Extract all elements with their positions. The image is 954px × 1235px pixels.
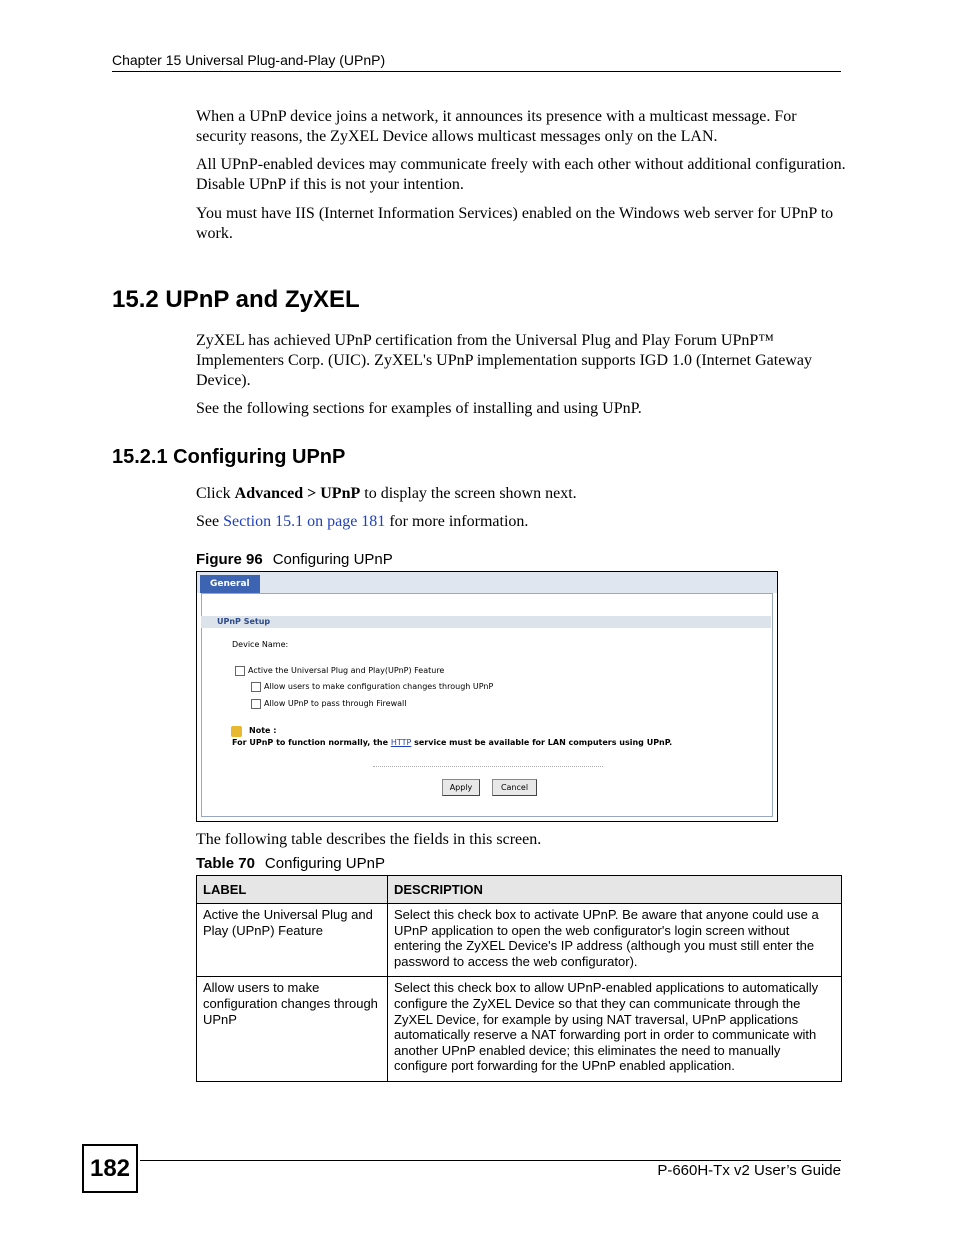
click-instruction: [196, 484, 846, 504]
subsection-heading: 15.2.1 Configuring UPnP: [112, 446, 346, 468]
table-header-row: [197, 876, 842, 904]
allow-firewall-checkbox[interactable]: [251, 699, 261, 709]
note-text-end: service must be available for LAN computers using UPnP.: [411, 738, 673, 747]
http-link[interactable]: HTTP: [390, 738, 412, 747]
active-upnp-label: Active the Universal Plug and Play(UPnP) Feature: [248, 666, 445, 675]
intro-paragraph-1: When a UPnP device joins a network, it announces its presence with a multicast message. For security reasons, the ZyXEL Device allows multicast messages only on the LAN.: [196, 108, 797, 145]
guide-title: P-660H-Tx v2 User’s Guide: [657, 1162, 841, 1179]
row-label: Active the Universal Plug and Play (UPnP) Feature: [197, 904, 388, 977]
section-paragraph-2: See the following sections for examples of installing and using UPnP.: [196, 400, 642, 417]
row-description: Select this check box to allow UPnP-enabled applications to automatically configure the ZyXEL Device so that they can communicate through the ZyXEL Device, for example by using NAT traversal, UPnP applications automatically reserve a NAT forwarding port in order to communicate with another UPnP enabled device; this eliminates the need to manually configure port forwarding for the UPnP enabled application.: [388, 977, 842, 1082]
cancel-button[interactable]: Cancel: [492, 779, 537, 796]
section-heading: 15.2 UPnP and ZyXEL: [112, 286, 360, 313]
figure-caption: [196, 551, 393, 568]
see-reference: [196, 512, 846, 532]
see-text-end: for more information.: [385, 513, 529, 530]
click-text-end: to display the screen shown next.: [360, 485, 577, 502]
allow-config-label: Allow users to make configuration changes through UPnP: [264, 682, 494, 691]
click-text: Click: [196, 485, 235, 502]
table-row: [197, 904, 842, 977]
figure-title: Configuring UPnP: [272, 551, 393, 568]
table-title: Configuring UPnP: [264, 855, 385, 872]
page-number: 182: [82, 1144, 138, 1193]
table-label: Table 70: [196, 855, 255, 872]
device-name-label: Device Name:: [232, 640, 289, 649]
footer-rule: [140, 1160, 841, 1161]
see-text: See: [196, 513, 224, 530]
field-description-table: [196, 875, 842, 1082]
allow-firewall-label: Allow UPnP to pass through Firewall: [264, 699, 407, 708]
divider: [373, 766, 603, 767]
section-paragraph-1: ZyXEL has achieved UPnP certification from the Universal Plug and Play Forum UPnP™ Implementers Corp. (UIC). ZyXEL's UPnP implementation supports IGD 1.0 (Internet Gateway Device).: [196, 332, 812, 389]
allow-config-checkbox[interactable]: [251, 682, 261, 692]
apply-button[interactable]: Apply: [442, 779, 480, 796]
figure-label: Figure 96: [196, 551, 263, 568]
note-text: [232, 738, 672, 747]
section-link[interactable]: Section 15.1 on page 181: [223, 513, 386, 530]
table-caption: [196, 855, 385, 872]
running-header: Chapter 15 Universal Plug-and-Play (UPnP): [112, 52, 386, 68]
upnp-screenshot: [196, 571, 778, 822]
note-label: Note :: [249, 726, 277, 735]
upnp-setup-title: UPnP Setup: [201, 616, 771, 628]
tab-bar: [197, 572, 777, 593]
row-description: Select this check box to activate UPnP. Be aware that anyone could use a UPnP application to open the web configurator's login screen without entering the ZyXEL Device's IP address (although you must still enter the password to access the web configurator).: [388, 904, 842, 977]
description-column-header: DESCRIPTION: [388, 876, 842, 904]
row-label: Allow users to make configuration changes through UPnP: [197, 977, 388, 1082]
table-row: [197, 977, 842, 1082]
header-rule: [112, 71, 841, 72]
tab-general[interactable]: General: [200, 575, 260, 593]
menu-path: Advanced > UPnP: [234, 485, 361, 502]
label-column-header: LABEL: [197, 876, 388, 904]
active-upnp-checkbox[interactable]: [235, 666, 245, 676]
intro-paragraph-3: You must have IIS (Internet Information Services) enabled on the Windows web server for UPnP to work.: [196, 205, 834, 242]
intro-paragraph-2: All UPnP-enabled devices may communicate freely with each other without additional configuration. Disable UPnP if this is not your intention.: [196, 156, 846, 193]
note-text-start: For UPnP to function normally, the: [232, 738, 391, 747]
note-icon: [231, 726, 242, 737]
table-intro: The following table describes the fields in this screen.: [196, 831, 542, 848]
